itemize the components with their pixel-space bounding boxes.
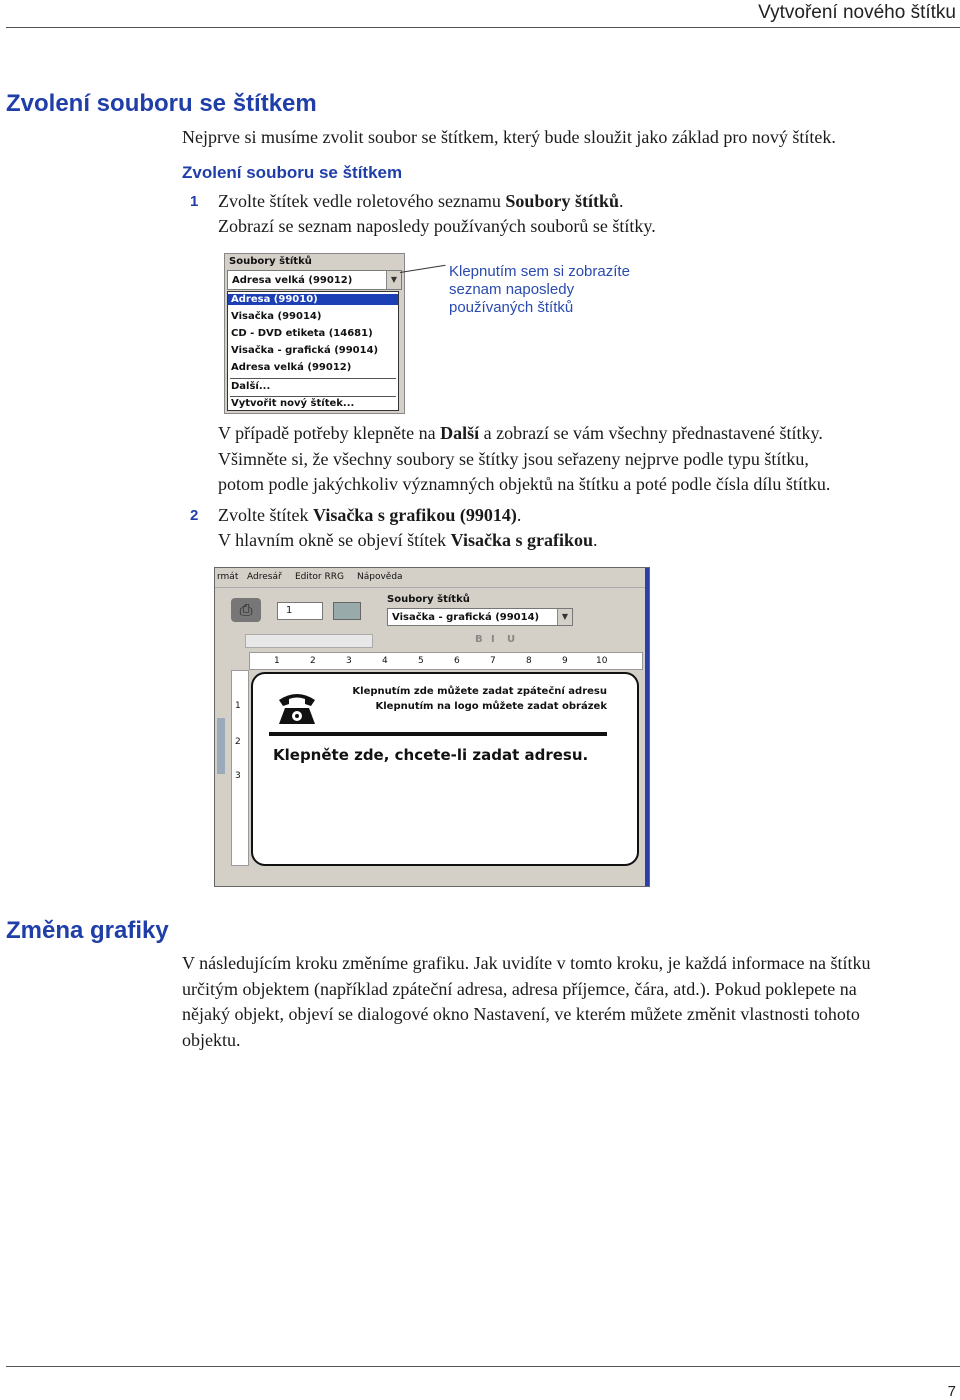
font-box[interactable]	[245, 634, 373, 648]
page-number: 7	[947, 1383, 956, 1400]
list-item[interactable]: Adresa velká (99012)	[231, 362, 352, 373]
header-rule	[6, 27, 960, 28]
section2-line3: nějaký objekt, objeví se dialogové okno Nastavení, ve kterém můžete změnit vlastnosti tohoto	[182, 1004, 860, 1024]
list-item[interactable]: CD - DVD etiketa (14681)	[231, 328, 373, 339]
underline-button[interactable]: U	[507, 634, 516, 645]
side-panel-tab[interactable]	[217, 718, 225, 774]
section-heading-select-file: Zvolení souboru se štítkem	[6, 90, 317, 117]
section2-line1: V následujícím kroku změníme grafiku. Jak uvidíte v tomto kroku, je každá informace na štítku	[182, 953, 871, 973]
callout-line3: používaných štítků	[449, 299, 574, 316]
step2-line1: Zvolte štítek Visačka s grafikou (99014).	[218, 505, 522, 525]
ruler-tick-label: 5	[418, 656, 424, 666]
step-number-1: 1	[190, 193, 199, 210]
ruler-tick-label: 3	[346, 656, 352, 666]
telephone-icon[interactable]	[275, 688, 319, 726]
label-files-combo[interactable]	[387, 608, 573, 626]
printer-icon[interactable]: ⎙	[231, 598, 261, 622]
step-number-2: 2	[190, 507, 199, 524]
ruler-tick-label: 6	[454, 656, 460, 666]
label-files-group-label: Soubory štítků	[387, 594, 470, 605]
list-item[interactable]: Adresa (99010)	[228, 294, 398, 305]
bold-button[interactable]: B	[475, 634, 483, 645]
italic-button[interactable]: I	[491, 634, 495, 645]
ruler-tick-label: 2	[235, 737, 241, 747]
create-new-label-item[interactable]: Vytvořit nový štítek...	[231, 398, 355, 409]
menu-item[interactable]: Editor RRG	[295, 572, 344, 582]
horizontal-ruler	[249, 652, 643, 670]
step1-line2: Zobrazí se seznam naposledy používaných souborů se štítky.	[218, 216, 656, 236]
label-editor-screenshot	[214, 567, 650, 887]
more-labels-item[interactable]: Další...	[231, 381, 271, 392]
callout-line1: Klepnutím sem si zobrazíte	[449, 263, 630, 280]
section2-line2: určitým objektem (například zpáteční adresa, adresa příjemce, čára, atd.). Pokud poklepete na	[182, 979, 857, 999]
list-item[interactable]: Visačka - grafická (99014)	[231, 345, 379, 356]
ruler-tick-label: 2	[310, 656, 316, 666]
section1-intro: Nejprve si musíme zvolit soubor se štítkem, který bude sloužit jako základ pro nový štítek.	[182, 127, 836, 147]
dropdown-title: Soubory štítků	[229, 256, 312, 267]
running-header: Vytvoření nového štítku	[758, 2, 956, 23]
list-divider	[230, 378, 396, 379]
after-image-line2: Všimněte si, že všechny soubory se štítky jsou seřazeny nejprve podle typu štítku,	[218, 449, 809, 469]
callout-leader-line	[400, 265, 446, 273]
label-divider-line[interactable]	[269, 732, 607, 736]
callout-text	[449, 263, 630, 317]
menu-bar	[215, 568, 649, 588]
section2-line4: objektu.	[182, 1030, 241, 1050]
ruler-tick-label: 9	[562, 656, 568, 666]
after-image-line3: potom podle jakýchkoliv významných objektů na štítku a poté podle čísla dílu štítku.	[218, 474, 831, 494]
section-heading-change-graphic: Změna grafiky	[6, 917, 169, 944]
ruler-tick-label: 1	[235, 701, 241, 711]
tape-icon[interactable]	[333, 602, 361, 620]
label-files-dropdown-screenshot	[224, 253, 405, 414]
vertical-ruler	[231, 670, 249, 866]
menu-item[interactable]: Nápověda	[357, 572, 403, 582]
combo-selected-value: Adresa velká (99012)	[232, 275, 353, 286]
procedure-heading: Zvolení souboru se štítkem	[182, 163, 403, 182]
copies-stepper[interactable]: 1	[277, 602, 323, 620]
ruler-tick-label: 8	[526, 656, 532, 666]
list-divider	[230, 396, 396, 397]
return-address-hint[interactable]: Klepnutím zde můžete zadat zpáteční adresu	[352, 686, 607, 697]
address-field[interactable]: Klepněte zde, chcete-li zadat adresu.	[273, 746, 589, 764]
after-image-line1: V případě potřeby klepněte na Další a zobrazí se vám všechny přednastavené štítky.	[218, 423, 823, 443]
callout-line2: seznam naposledy	[449, 281, 575, 298]
ruler-tick-label: 1	[274, 656, 280, 666]
ruler-tick-label: 10	[596, 656, 608, 666]
recent-labels-list	[227, 291, 399, 411]
label-canvas[interactable]	[251, 672, 639, 866]
ruler-tick-label: 4	[382, 656, 388, 666]
list-item[interactable]: Visačka (99014)	[231, 311, 322, 322]
menu-item[interactable]: Adresář	[247, 572, 282, 582]
footer-rule	[6, 1366, 960, 1367]
step2-line2: V hlavním okně se objeví štítek Visačka s grafikou.	[218, 530, 598, 550]
format-toolbar	[383, 634, 647, 648]
label-files-combo[interactable]	[227, 270, 402, 290]
ruler-tick-label: 3	[235, 771, 241, 781]
menu-item[interactable]: rmát	[217, 572, 239, 582]
ruler-tick-label: 7	[490, 656, 496, 666]
step1-line1: Zvolte štítek vedle roletového seznamu Soubory štítků.	[218, 191, 624, 211]
window-edge	[645, 568, 649, 887]
combo-selected-value: Visačka - grafická (99014)	[392, 612, 540, 623]
chevron-down-icon[interactable]: ▼	[557, 609, 572, 625]
logo-hint[interactable]: Klepnutím na logo můžete zadat obrázek	[375, 701, 607, 712]
chevron-down-icon[interactable]: ▼	[386, 271, 401, 289]
